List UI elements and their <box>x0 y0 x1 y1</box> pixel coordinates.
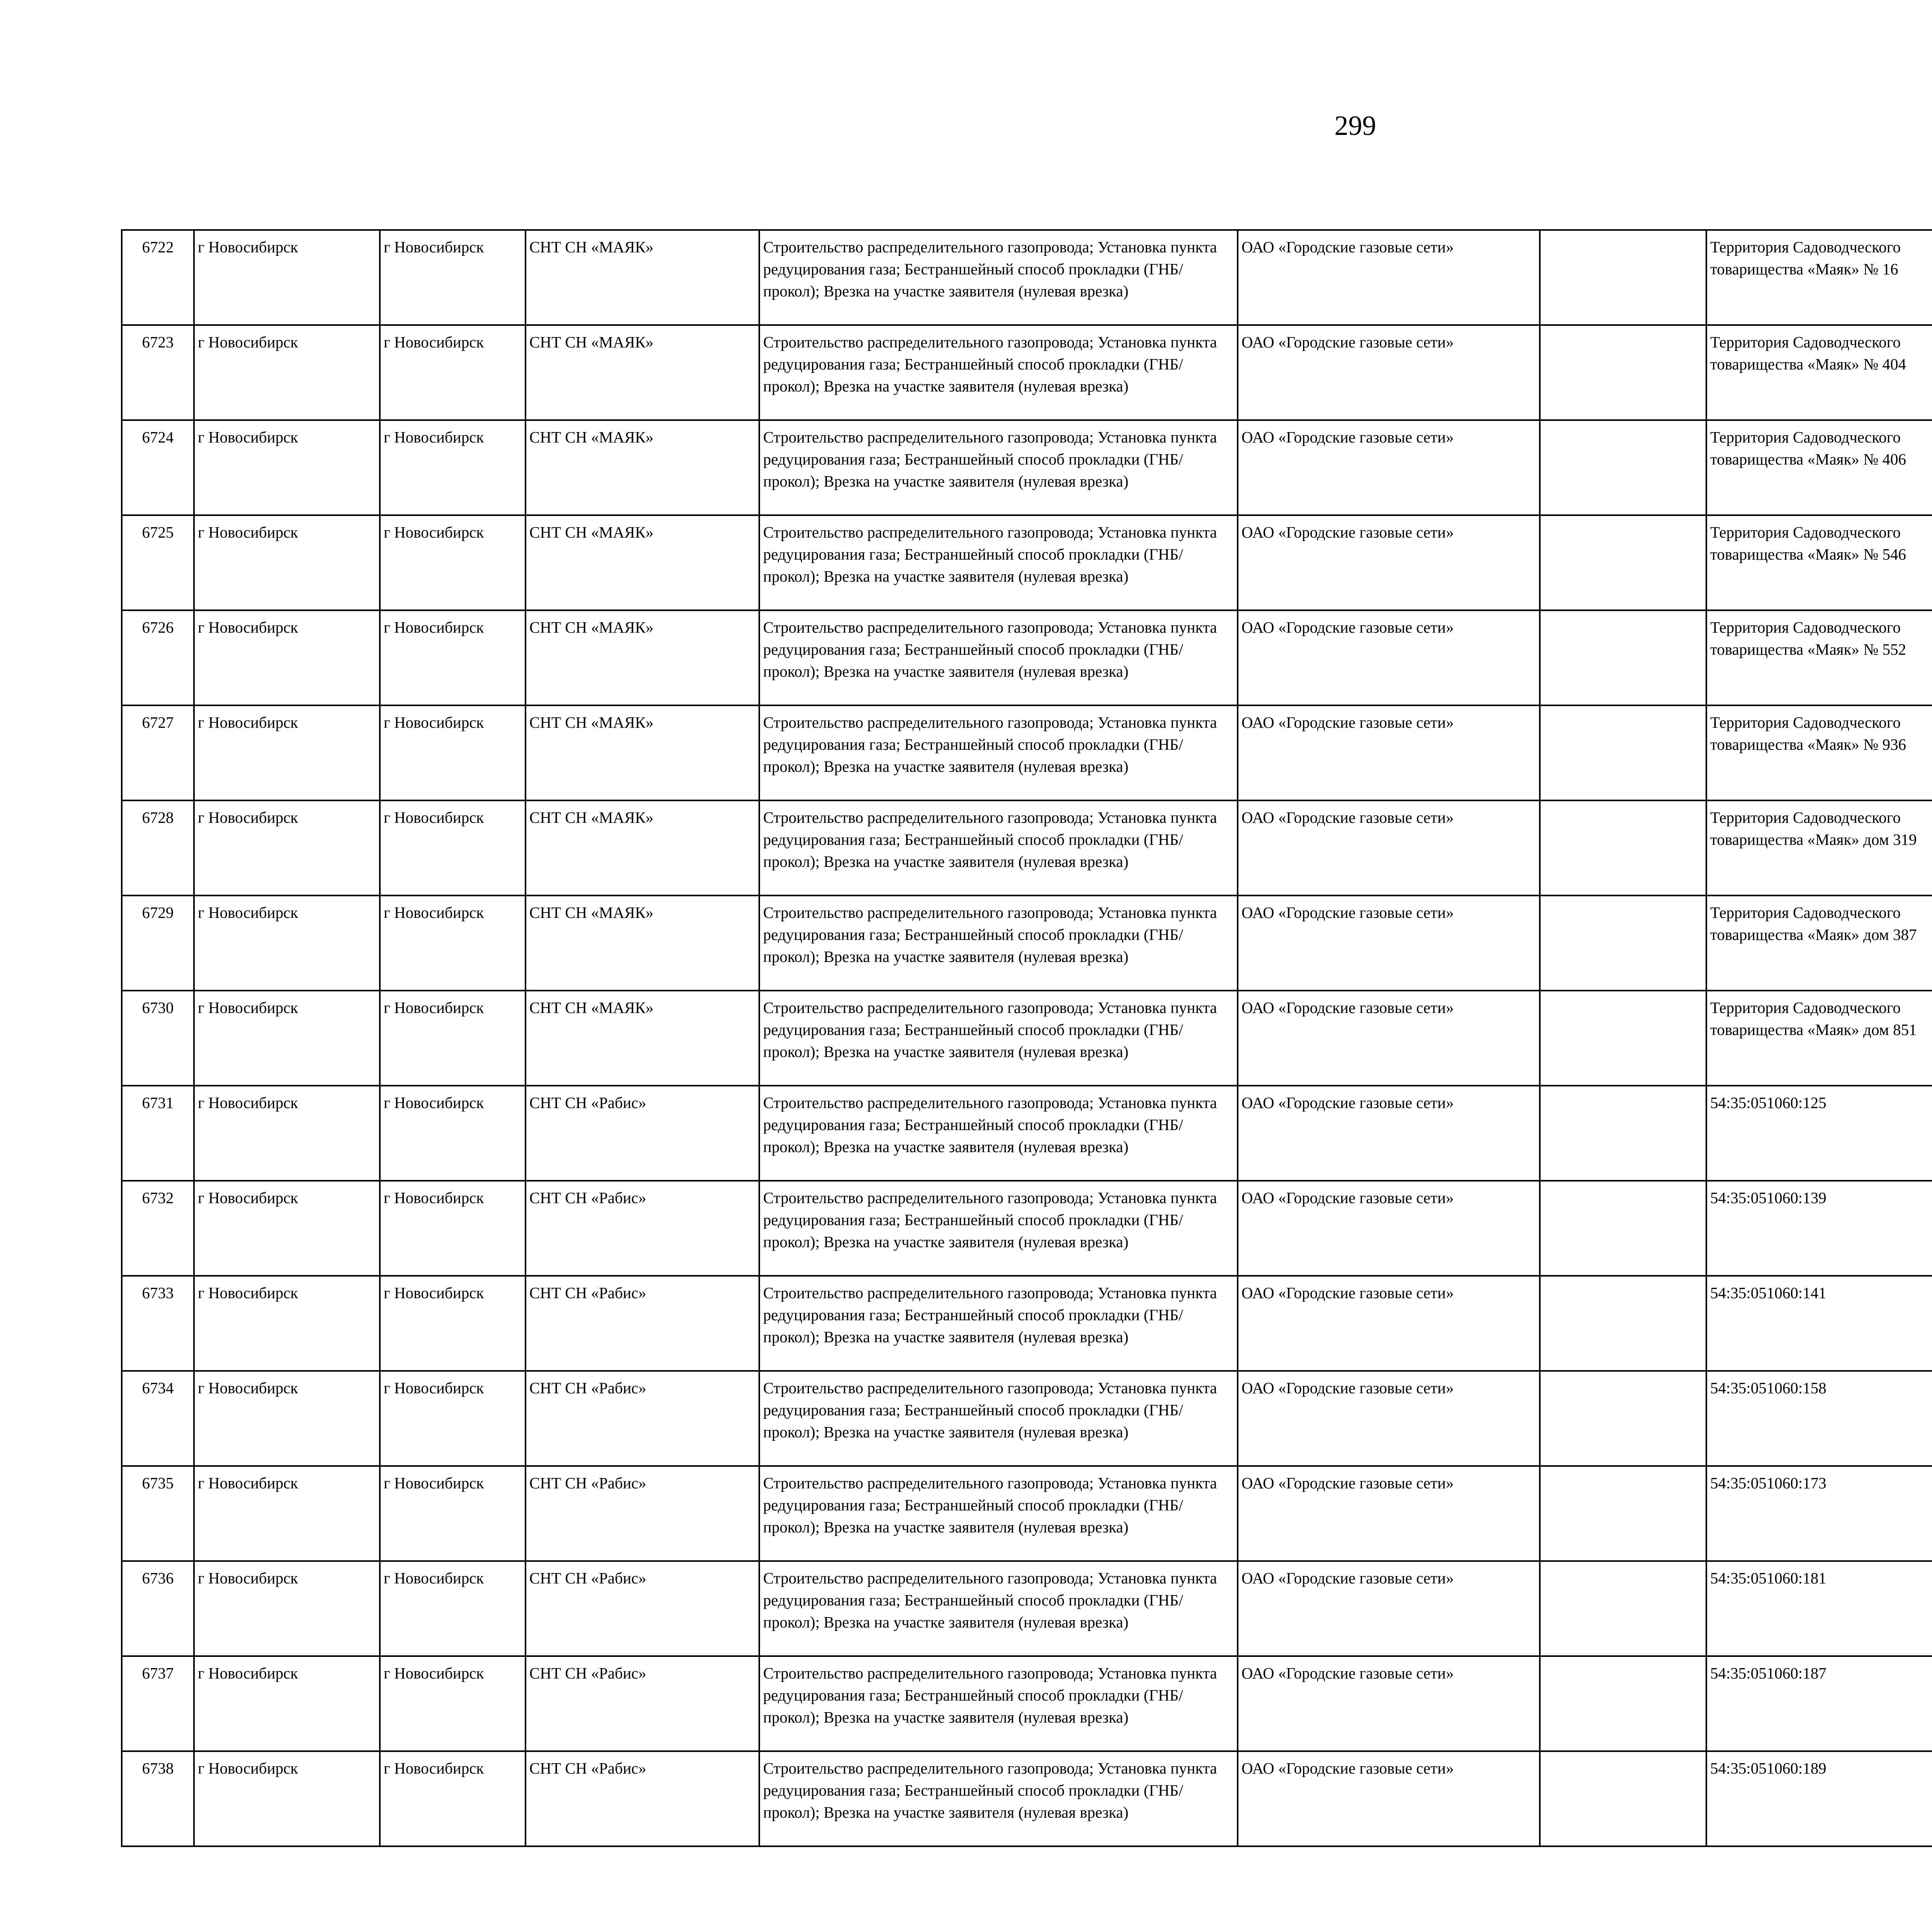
works-cell: Строительство распределительного газопровода; Установка пункта редуцирования газа; Бестраншейный способ прокладки (ГНБ/прокол); Врезка на участке заявителя (нулевая врезка) <box>759 1276 1238 1371</box>
table-row <box>122 420 1932 515</box>
works-cell: Строительство распределительного газопровода; Установка пункта редуцирования газа; Бестраншейный способ прокладки (ГНБ/прокол); Врезка на участке заявителя (нулевая врезка) <box>759 800 1238 896</box>
table-row <box>122 1086 1932 1181</box>
applicant-cell: СНТ СН «МАЯК» <box>526 420 759 515</box>
empty-cell <box>1540 1466 1706 1561</box>
works-cell: Строительство распределительного газопровода; Установка пункта редуцирования газа; Бестраншейный способ прокладки (ГНБ/прокол); Врезка на участке заявителя (нулевая врезка) <box>759 896 1238 991</box>
district-cell: г Новосибирск <box>194 1751 380 1846</box>
table-row <box>122 1276 1932 1371</box>
works-cell: Строительство распределительного газопровода; Установка пункта редуцирования газа; Бестраншейный способ прокладки (ГНБ/прокол); Врезка на участке заявителя (нулевая врезка) <box>759 610 1238 705</box>
gas-org-cell: ОАО «Городские газовые сети» <box>1238 515 1540 610</box>
row-number: 6729 <box>122 896 194 991</box>
address-cell: Территория Садоводческого товарищества «Маяк» № 16 <box>1706 230 1932 325</box>
works-cell: Строительство распределительного газопровода; Установка пункта редуцирования газа; Бестраншейный способ прокладки (ГНБ/прокол); Врезка на участке заявителя (нулевая врезка) <box>759 420 1238 515</box>
applicant-cell: СНТ СН «Рабис» <box>526 1751 759 1846</box>
empty-cell <box>1540 1276 1706 1371</box>
district-cell: г Новосибирск <box>194 420 380 515</box>
empty-cell <box>1540 1561 1706 1656</box>
row-number: 6727 <box>122 705 194 800</box>
works-cell: Строительство распределительного газопровода; Установка пункта редуцирования газа; Бестраншейный способ прокладки (ГНБ/прокол); Врезка на участке заявителя (нулевая врезка) <box>759 1561 1238 1656</box>
district-cell: г Новосибирск <box>194 515 380 610</box>
district-cell: г Новосибирск <box>194 991 380 1086</box>
works-cell: Строительство распределительного газопровода; Установка пункта редуцирования газа; Бестраншейный способ прокладки (ГНБ/прокол); Врезка на участке заявителя (нулевая врезка) <box>759 1181 1238 1276</box>
address-cell: 54:35:051060:187 <box>1706 1656 1932 1751</box>
address-cell: Территория Садоводческого товарищества «Маяк» дом 851 <box>1706 991 1932 1086</box>
table-row <box>122 1656 1932 1751</box>
district-cell: г Новосибирск <box>194 230 380 325</box>
row-number: 6733 <box>122 1276 194 1371</box>
district-cell: г Новосибирск <box>194 1181 380 1276</box>
applicant-cell: СНТ СН «МАЯК» <box>526 230 759 325</box>
gas-org-cell: ОАО «Городские газовые сети» <box>1238 896 1540 991</box>
district-cell: г Новосибирск <box>194 610 380 705</box>
applicant-cell: СНТ СН «МАЯК» <box>526 991 759 1086</box>
applicant-cell: СНТ СН «Рабис» <box>526 1181 759 1276</box>
address-cell: 54:35:051060:141 <box>1706 1276 1932 1371</box>
settlement-cell: г Новосибирск <box>380 610 526 705</box>
settlement-cell: г Новосибирск <box>380 1181 526 1276</box>
empty-cell <box>1540 896 1706 991</box>
applicant-cell: СНТ СН «Рабис» <box>526 1371 759 1466</box>
gas-org-cell: ОАО «Городские газовые сети» <box>1238 705 1540 800</box>
row-number: 6728 <box>122 800 194 896</box>
applicant-cell: СНТ СН «Рабис» <box>526 1086 759 1181</box>
works-cell: Строительство распределительного газопровода; Установка пункта редуцирования газа; Бестраншейный способ прокладки (ГНБ/прокол); Врезка на участке заявителя (нулевая врезка) <box>759 515 1238 610</box>
gas-org-cell: ОАО «Городские газовые сети» <box>1238 1751 1540 1846</box>
settlement-cell: г Новосибирск <box>380 1276 526 1371</box>
address-cell: Территория Садоводческого товарищества «Маяк» № 552 <box>1706 610 1932 705</box>
address-cell: 54:35:051060:173 <box>1706 1466 1932 1561</box>
table-row <box>122 610 1932 705</box>
works-cell: Строительство распределительного газопровода; Установка пункта редуцирования газа; Бестраншейный способ прокладки (ГНБ/прокол); Врезка на участке заявителя (нулевая врезка) <box>759 991 1238 1086</box>
empty-cell <box>1540 1086 1706 1181</box>
empty-cell <box>1540 515 1706 610</box>
address-cell: 54:35:051060:189 <box>1706 1751 1932 1846</box>
address-cell: 54:35:051060:139 <box>1706 1181 1932 1276</box>
district-cell: г Новосибирск <box>194 1371 380 1466</box>
address-cell: Территория Садоводческого товарищества «Маяк» № 546 <box>1706 515 1932 610</box>
gas-org-cell: ОАО «Городские газовые сети» <box>1238 1086 1540 1181</box>
settlement-cell: г Новосибирск <box>380 1656 526 1751</box>
works-cell: Строительство распределительного газопровода; Установка пункта редуцирования газа; Бестраншейный способ прокладки (ГНБ/прокол); Врезка на участке заявителя (нулевая врезка) <box>759 1751 1238 1846</box>
works-cell: Строительство распределительного газопровода; Установка пункта редуцирования газа; Бестраншейный способ прокладки (ГНБ/прокол); Врезка на участке заявителя (нулевая врезка) <box>759 705 1238 800</box>
table-row <box>122 705 1932 800</box>
settlement-cell: г Новосибирск <box>380 325 526 420</box>
applicant-cell: СНТ СН «Рабис» <box>526 1561 759 1656</box>
gas-org-cell: ОАО «Городские газовые сети» <box>1238 325 1540 420</box>
register-table <box>121 229 1932 1847</box>
empty-cell <box>1540 230 1706 325</box>
table-row <box>122 325 1932 420</box>
register-body <box>122 230 1932 1846</box>
works-cell: Строительство распределительного газопровода; Установка пункта редуцирования газа; Бестраншейный способ прокладки (ГНБ/прокол); Врезка на участке заявителя (нулевая врезка) <box>759 1371 1238 1466</box>
table-row <box>122 1371 1932 1466</box>
empty-cell <box>1540 991 1706 1086</box>
district-cell: г Новосибирск <box>194 705 380 800</box>
empty-cell <box>1540 1656 1706 1751</box>
row-number: 6723 <box>122 325 194 420</box>
address-cell: Территория Садоводческого товарищества «Маяк» № 406 <box>1706 420 1932 515</box>
gas-org-cell: ОАО «Городские газовые сети» <box>1238 1276 1540 1371</box>
gas-org-cell: ОАО «Городские газовые сети» <box>1238 420 1540 515</box>
table-row <box>122 1466 1932 1561</box>
table-row <box>122 1751 1932 1846</box>
table-row <box>122 800 1932 896</box>
empty-cell <box>1540 1371 1706 1466</box>
row-number: 6735 <box>122 1466 194 1561</box>
address-cell: 54:35:051060:181 <box>1706 1561 1932 1656</box>
works-cell: Строительство распределительного газопровода; Установка пункта редуцирования газа; Бестраншейный способ прокладки (ГНБ/прокол); Врезка на участке заявителя (нулевая врезка) <box>759 230 1238 325</box>
settlement-cell: г Новосибирск <box>380 515 526 610</box>
gas-org-cell: ОАО «Городские газовые сети» <box>1238 1371 1540 1466</box>
empty-cell <box>1540 325 1706 420</box>
settlement-cell: г Новосибирск <box>380 896 526 991</box>
settlement-cell: г Новосибирск <box>380 1751 526 1846</box>
district-cell: г Новосибирск <box>194 800 380 896</box>
works-cell: Строительство распределительного газопровода; Установка пункта редуцирования газа; Бестраншейный способ прокладки (ГНБ/прокол); Врезка на участке заявителя (нулевая врезка) <box>759 1656 1238 1751</box>
gas-org-cell: ОАО «Городские газовые сети» <box>1238 230 1540 325</box>
applicant-cell: СНТ СН «Рабис» <box>526 1466 759 1561</box>
applicant-cell: СНТ СН «Рабис» <box>526 1276 759 1371</box>
applicant-cell: СНТ СН «Рабис» <box>526 1656 759 1751</box>
empty-cell <box>1540 705 1706 800</box>
empty-cell <box>1540 1751 1706 1846</box>
table-row <box>122 515 1932 610</box>
table-row <box>122 991 1932 1086</box>
table-row <box>122 230 1932 325</box>
gas-org-cell: ОАО «Городские газовые сети» <box>1238 1466 1540 1561</box>
row-number: 6726 <box>122 610 194 705</box>
page-number: 299 <box>1334 110 1376 141</box>
row-number: 6737 <box>122 1656 194 1751</box>
settlement-cell: г Новосибирск <box>380 800 526 896</box>
works-cell: Строительство распределительного газопровода; Установка пункта редуцирования газа; Бестраншейный способ прокладки (ГНБ/прокол); Врезка на участке заявителя (нулевая врезка) <box>759 1466 1238 1561</box>
settlement-cell: г Новосибирск <box>380 1561 526 1656</box>
row-number: 6734 <box>122 1371 194 1466</box>
table-row <box>122 1561 1932 1656</box>
settlement-cell: г Новосибирск <box>380 705 526 800</box>
district-cell: г Новосибирск <box>194 1086 380 1181</box>
applicant-cell: СНТ СН «МАЯК» <box>526 515 759 610</box>
district-cell: г Новосибирск <box>194 1656 380 1751</box>
district-cell: г Новосибирск <box>194 325 380 420</box>
gas-org-cell: ОАО «Городские газовые сети» <box>1238 991 1540 1086</box>
settlement-cell: г Новосибирск <box>380 230 526 325</box>
row-number: 6730 <box>122 991 194 1086</box>
applicant-cell: СНТ СН «МАЯК» <box>526 800 759 896</box>
settlement-cell: г Новосибирск <box>380 991 526 1086</box>
empty-cell <box>1540 800 1706 896</box>
row-number: 6732 <box>122 1181 194 1276</box>
district-cell: г Новосибирск <box>194 1561 380 1656</box>
district-cell: г Новосибирск <box>194 1276 380 1371</box>
district-cell: г Новосибирск <box>194 896 380 991</box>
address-cell: 54:35:051060:158 <box>1706 1371 1932 1466</box>
address-cell: Территория Садоводческого товарищества «Маяк» № 936 <box>1706 705 1932 800</box>
empty-cell <box>1540 420 1706 515</box>
gas-org-cell: ОАО «Городские газовые сети» <box>1238 1561 1540 1656</box>
settlement-cell: г Новосибирск <box>380 1086 526 1181</box>
address-cell: 54:35:051060:125 <box>1706 1086 1932 1181</box>
gas-org-cell: ОАО «Городские газовые сети» <box>1238 610 1540 705</box>
empty-cell <box>1540 1181 1706 1276</box>
row-number: 6725 <box>122 515 194 610</box>
table-row <box>122 1181 1932 1276</box>
address-cell: Территория Садоводческого товарищества «Маяк» дом 319 <box>1706 800 1932 896</box>
gas-org-cell: ОАО «Городские газовые сети» <box>1238 1181 1540 1276</box>
settlement-cell: г Новосибирск <box>380 1371 526 1466</box>
district-cell: г Новосибирск <box>194 1466 380 1561</box>
works-cell: Строительство распределительного газопровода; Установка пункта редуцирования газа; Бестраншейный способ прокладки (ГНБ/прокол); Врезка на участке заявителя (нулевая врезка) <box>759 325 1238 420</box>
applicant-cell: СНТ СН «МАЯК» <box>526 896 759 991</box>
row-number: 6724 <box>122 420 194 515</box>
row-number: 6736 <box>122 1561 194 1656</box>
empty-cell <box>1540 610 1706 705</box>
applicant-cell: СНТ СН «МАЯК» <box>526 610 759 705</box>
row-number: 6722 <box>122 230 194 325</box>
applicant-cell: СНТ СН «МАЯК» <box>526 325 759 420</box>
gas-org-cell: ОАО «Городские газовые сети» <box>1238 1656 1540 1751</box>
table-row <box>122 896 1932 991</box>
settlement-cell: г Новосибирск <box>380 1466 526 1561</box>
works-cell: Строительство распределительного газопровода; Установка пункта редуцирования газа; Бестраншейный способ прокладки (ГНБ/прокол); Врезка на участке заявителя (нулевая врезка) <box>759 1086 1238 1181</box>
settlement-cell: г Новосибирск <box>380 420 526 515</box>
address-cell: Территория Садоводческого товарищества «Маяк» дом 387 <box>1706 896 1932 991</box>
applicant-cell: СНТ СН «МАЯК» <box>526 705 759 800</box>
row-number: 6731 <box>122 1086 194 1181</box>
row-number: 6738 <box>122 1751 194 1846</box>
address-cell: Территория Садоводческого товарищества «Маяк» № 404 <box>1706 325 1932 420</box>
gas-org-cell: ОАО «Городские газовые сети» <box>1238 800 1540 896</box>
